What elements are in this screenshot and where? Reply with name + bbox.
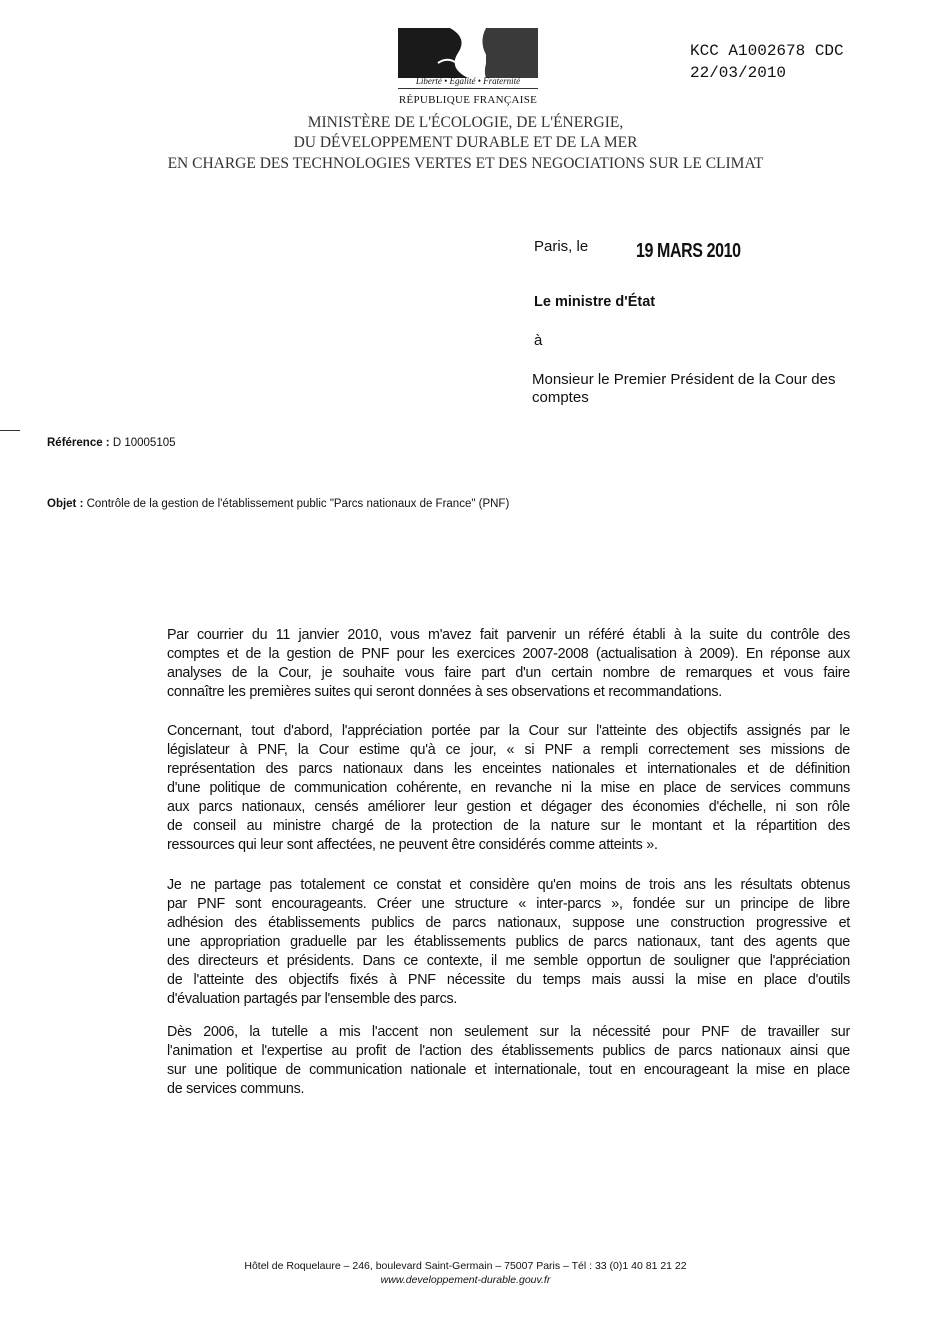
paragraph-line: Par courrier du 11 janvier 2010, vous m'avez fait parvenir un référé établi à la suite du contrôle des bbox=[167, 627, 850, 643]
paragraph-line: aux parcs nationaux, censés améliorer leur gestion et dégager des économies d'échelle, ni son rôle bbox=[167, 799, 850, 815]
reference-value: D 10005105 bbox=[112, 437, 176, 449]
marianne-logo bbox=[398, 28, 538, 78]
paragraph-line: des directeurs et présidents. Dans ce contexte, il me semble opportun de souligner que l'appréciation bbox=[167, 953, 850, 969]
paragraph-line: d'une politique de communication cohérente, en revanche ni la mise en place de services communs bbox=[167, 780, 850, 796]
margin-mark bbox=[0, 430, 20, 431]
stamp-ref: KCC A1002678 CDC bbox=[690, 42, 844, 60]
body-paragraph bbox=[167, 722, 850, 855]
ministry-line: DU DÉVELOPPEMENT DURABLE ET DE LA MER bbox=[293, 134, 638, 151]
paragraph-line: adhésion des établissements publics de parcs nationaux, suppose une construction progressive et bbox=[167, 915, 850, 931]
sender: Le ministre d'État bbox=[534, 294, 656, 310]
paragraph-line: de conseil au ministre chargé de la protection de la nature sur le montant et la répartition des bbox=[167, 818, 850, 834]
paragraph-line: l'animation et l'expertise au profit de l'action des établissements publics de parcs nationaux ainsi que bbox=[167, 1043, 850, 1059]
paragraph-line: ressources qui leur sont affectées, ne peuvent être considérés comme atteints ». bbox=[167, 837, 658, 853]
to-label: à bbox=[534, 332, 543, 349]
paragraph-line: une appropriation graduelle par les établissements publics de parcs nationaux, tant des agents que bbox=[167, 934, 850, 950]
paragraph-line: de services communs. bbox=[167, 1081, 305, 1097]
paragraph-line: connaître les premières suites qui seront données à ses observations et recommandations. bbox=[167, 684, 722, 700]
footer bbox=[0, 1259, 931, 1287]
paragraph-line: Concernant, tout d'abord, l'appréciation portée par la Cour sur l'atteinte des objectifs assignés par le bbox=[167, 723, 850, 739]
recipient: Monsieur le Premier Président de la Cour des comptes bbox=[532, 371, 836, 406]
paragraph-line: par PNF sont encourageants. Créer une structure « inter-parcs », fondée sur un principe de libre bbox=[167, 896, 850, 912]
reference bbox=[47, 437, 176, 449]
object-value: Contrôle de la gestion de l'établissement public "Parcs nationaux de France" (PNF) bbox=[86, 498, 510, 510]
body-paragraph bbox=[167, 626, 850, 702]
footer-url[interactable]: www.developpement-durable.gouv.fr bbox=[380, 1274, 551, 1286]
stamp-date: 22/03/2010 bbox=[690, 64, 787, 82]
receipt-stamp bbox=[690, 40, 844, 84]
paragraph-line: sur une politique de communication nationale et internationale, tout en encourageant la mise en place bbox=[167, 1062, 850, 1078]
ministry-line: EN CHARGE DES TECHNOLOGIES VERTES ET DES NEGOCIATIONS SUR LE CLIMAT bbox=[167, 155, 764, 172]
date-stamp: 19 MARS 2010 bbox=[636, 240, 741, 262]
paragraph-line: représentation des parcs nationaux dans les enceintes nationales et internationales et de définition bbox=[167, 761, 850, 777]
place: Paris, le bbox=[534, 238, 589, 255]
object-label: Objet : bbox=[47, 498, 84, 510]
ministry-line: MINISTÈRE DE L'ÉCOLOGIE, DE L'ÉNERGIE, bbox=[307, 114, 624, 131]
motto: Liberté • Égalité • Fraternité bbox=[398, 76, 538, 89]
footer-address: Hôtel de Roquelaure – 246, boulevard Saint-Germain – 75007 Paris – Tél : 33 (0)1 40 81 21 22 bbox=[244, 1260, 687, 1272]
paragraph-line: d'évaluation partagés par l'ensemble des parcs. bbox=[167, 991, 458, 1007]
reference-label: Référence : bbox=[47, 437, 110, 449]
paragraph-line: Dès 2006, la tutelle a mis l'accent non seulement sur la nécessité pour PNF de travailler sur bbox=[167, 1024, 850, 1040]
paragraph-line: Je ne partage pas totalement ce constat et considère qu'en moins de trois ans les résultats obtenus bbox=[167, 877, 850, 893]
paragraph-line: analyses de la Cour, je souhaite vous faire part d'un certain nombre de remarques et vous faire bbox=[167, 665, 850, 681]
paragraph-line: comptes et de la gestion de PNF pour les exercices 2007-2008 (actualisation à 2009). En réponse aux bbox=[167, 646, 850, 662]
republic-label: RÉPUBLIQUE FRANÇAISE bbox=[398, 94, 538, 106]
paragraph-line: législateur à PNF, la Cour estime qu'à ce jour, « si PNF a rempli correctement ses missions de bbox=[167, 742, 850, 758]
paragraph-line: de l'atteinte des objectifs fixés à PNF nécessite du temps mais aussi la mise en place d'outils bbox=[167, 972, 850, 988]
body-paragraph bbox=[167, 1023, 850, 1099]
object bbox=[47, 498, 509, 510]
body-paragraph bbox=[167, 876, 850, 1009]
